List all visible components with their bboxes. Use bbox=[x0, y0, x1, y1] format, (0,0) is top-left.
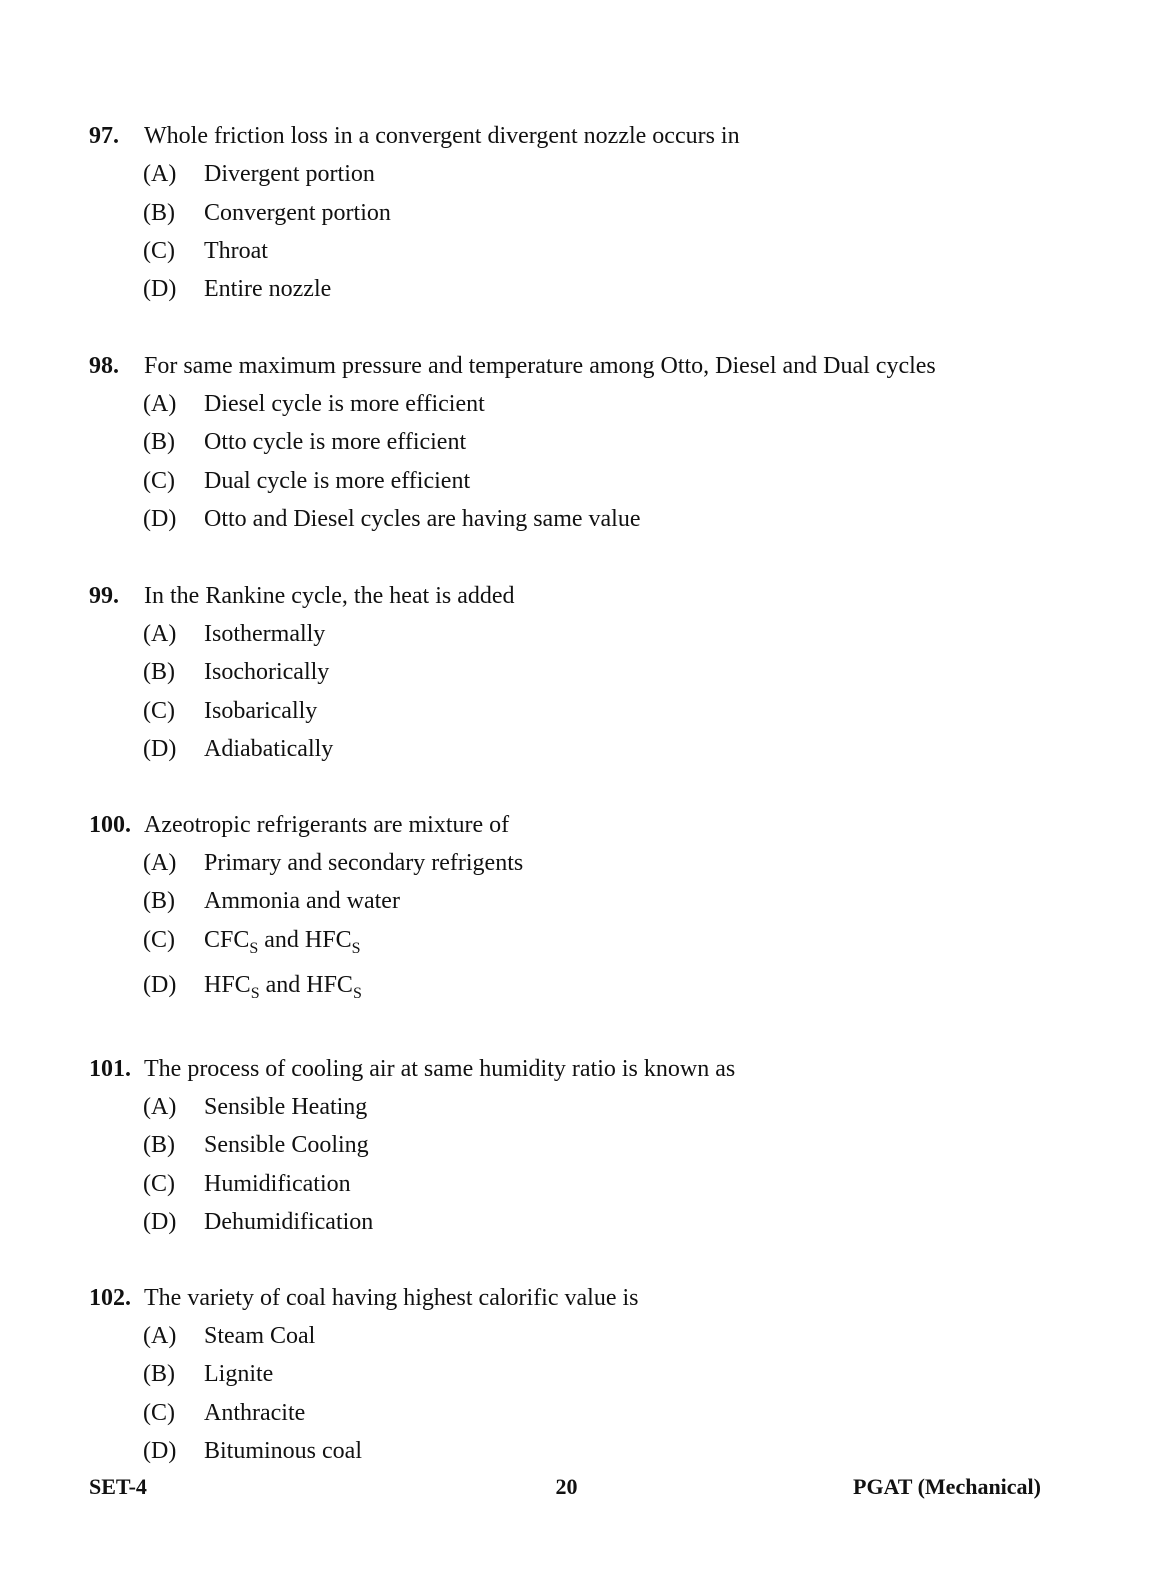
option-label: (C) bbox=[143, 1400, 175, 1426]
option-text: Diesel cycle is more efficient bbox=[204, 391, 485, 417]
option-text: Lignite bbox=[204, 1361, 274, 1387]
option-text: Ammonia and water bbox=[204, 888, 400, 914]
option-b bbox=[0, 653, 1153, 691]
question-stem bbox=[0, 577, 1153, 615]
question-text: In the Rankine cycle, the heat is added bbox=[144, 583, 515, 609]
option-b bbox=[0, 423, 1153, 461]
option-text: Steam Coal bbox=[204, 1323, 316, 1349]
option-b bbox=[0, 194, 1153, 232]
option-label: (D) bbox=[143, 736, 177, 762]
subject-label: PGAT (Mechanical) bbox=[853, 1474, 1041, 1499]
question-text: For same maximum pressure and temperature among Otto, Diesel and Dual cycles bbox=[144, 353, 936, 379]
option-label: (B) bbox=[143, 888, 175, 914]
option-label: (C) bbox=[143, 927, 175, 953]
option-label: (D) bbox=[143, 972, 177, 998]
option-c bbox=[0, 1394, 1153, 1432]
option-c bbox=[0, 232, 1153, 270]
option-text: Isothermally bbox=[204, 621, 326, 647]
question-stem bbox=[0, 347, 1153, 385]
option-text: Throat bbox=[204, 238, 268, 264]
option-label: (A) bbox=[143, 621, 177, 647]
option-text: Isochorically bbox=[204, 659, 330, 685]
option-label: (B) bbox=[143, 659, 175, 685]
option-label: (A) bbox=[143, 1094, 177, 1120]
option-label: (D) bbox=[143, 1209, 177, 1235]
option-text: Convergent portion bbox=[204, 200, 391, 226]
option-text-part: HFC bbox=[204, 972, 251, 998]
subscript: S bbox=[249, 940, 259, 957]
option-text: Humidification bbox=[204, 1171, 351, 1197]
option-a bbox=[0, 615, 1153, 653]
option-text: Sensible Heating bbox=[204, 1094, 368, 1120]
option-text: Isobarically bbox=[204, 698, 318, 724]
option-label: (C) bbox=[143, 238, 175, 264]
option-label: (C) bbox=[143, 468, 175, 494]
question-stem bbox=[0, 1050, 1153, 1088]
page-footer bbox=[0, 1469, 1153, 1505]
option-d bbox=[0, 1432, 1153, 1470]
option-text: Adiabatically bbox=[204, 736, 334, 762]
option-d bbox=[0, 966, 1153, 1004]
option-label: (B) bbox=[143, 1361, 175, 1387]
question-text: The process of cooling air at same humidity ratio is known as bbox=[144, 1056, 736, 1082]
option-a bbox=[0, 1317, 1153, 1355]
question-number: 99. bbox=[89, 583, 119, 609]
option-label: (C) bbox=[143, 698, 175, 724]
subscript: S bbox=[351, 940, 361, 957]
question-number: 101. bbox=[89, 1056, 131, 1082]
option-a bbox=[0, 385, 1153, 423]
option-d bbox=[0, 1203, 1153, 1241]
option-label: (A) bbox=[143, 1323, 177, 1349]
option-label: (D) bbox=[143, 506, 177, 532]
option-b bbox=[0, 1355, 1153, 1393]
option-a bbox=[0, 1088, 1153, 1126]
option-a bbox=[0, 155, 1153, 193]
subscript: S bbox=[250, 985, 260, 1002]
option-text: Dual cycle is more efficient bbox=[204, 468, 471, 494]
option-c bbox=[0, 1165, 1153, 1203]
option-text-part: CFC bbox=[204, 927, 250, 953]
option-text bbox=[204, 966, 362, 1004]
option-label: (A) bbox=[143, 161, 177, 187]
option-label: (B) bbox=[143, 429, 175, 455]
option-label: (D) bbox=[143, 276, 177, 302]
option-text: Bituminous coal bbox=[204, 1438, 362, 1464]
option-text-part: and HFC bbox=[259, 972, 353, 998]
option-b bbox=[0, 1126, 1153, 1164]
question-number: 97. bbox=[89, 123, 119, 149]
option-text-part: and HFC bbox=[258, 927, 352, 953]
option-text: Otto and Diesel cycles are having same value bbox=[204, 506, 641, 532]
question-number: 98. bbox=[89, 353, 119, 379]
option-label: (A) bbox=[143, 391, 177, 417]
option-c bbox=[0, 692, 1153, 730]
set-label: SET-4 bbox=[89, 1474, 147, 1499]
option-text: Dehumidification bbox=[204, 1209, 374, 1235]
question-number: 102. bbox=[89, 1285, 131, 1311]
subscript: S bbox=[352, 985, 362, 1002]
question-stem bbox=[0, 1279, 1153, 1317]
question-text: Whole friction loss in a convergent divergent nozzle occurs in bbox=[144, 123, 740, 149]
question-stem bbox=[0, 117, 1153, 155]
option-b bbox=[0, 882, 1153, 920]
option-c bbox=[0, 462, 1153, 500]
option-text: Divergent portion bbox=[204, 161, 375, 187]
option-c bbox=[0, 921, 1153, 959]
page-number: 20 bbox=[555, 1474, 578, 1499]
question-stem bbox=[0, 806, 1153, 844]
option-text: Otto cycle is more efficient bbox=[204, 429, 467, 455]
option-label: (D) bbox=[143, 1438, 177, 1464]
option-d bbox=[0, 730, 1153, 768]
option-text: Primary and secondary refrigents bbox=[204, 850, 524, 876]
question-number: 100. bbox=[89, 812, 131, 838]
option-text: Entire nozzle bbox=[204, 276, 332, 302]
question-text: Azeotropic refrigerants are mixture of bbox=[144, 812, 510, 838]
option-d bbox=[0, 500, 1153, 538]
option-d bbox=[0, 270, 1153, 308]
option-label: (C) bbox=[143, 1171, 175, 1197]
option-a bbox=[0, 844, 1153, 882]
option-text: Sensible Cooling bbox=[204, 1132, 369, 1158]
option-label: (B) bbox=[143, 200, 175, 226]
option-label: (A) bbox=[143, 850, 177, 876]
option-text: Anthracite bbox=[204, 1400, 306, 1426]
option-text bbox=[204, 921, 361, 959]
option-label: (B) bbox=[143, 1132, 175, 1158]
question-text: The variety of coal having highest calorific value is bbox=[144, 1285, 639, 1311]
